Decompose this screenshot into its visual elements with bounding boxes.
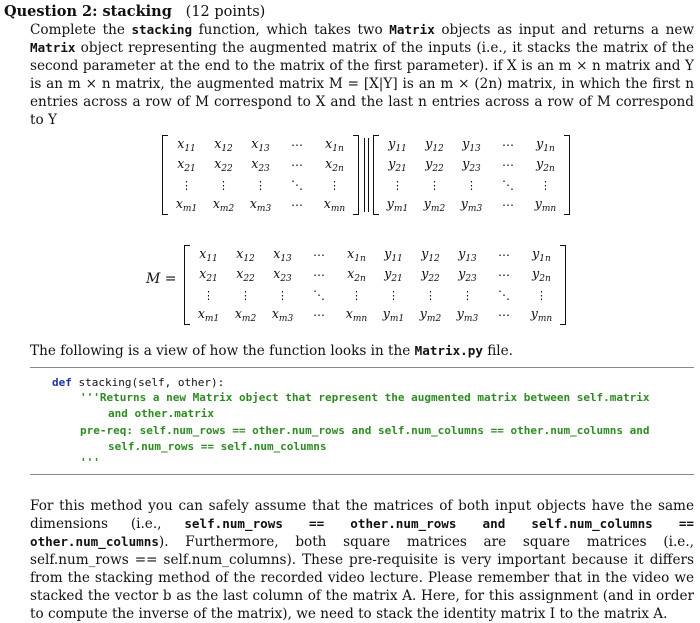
matrix-m-row bbox=[190, 285, 560, 305]
matrix-x-cell: $x_{2n}$ bbox=[325, 156, 344, 174]
intro-text-4: object representing the augmented matrix of the inputs (i.e., it stacks the matrix of the second parameter at the end to the matrix of the first parameter). if X is an m × n matrix and Y is an m × n matrix, the augmented matrix M = [X|Y] is an m × (2n) matrix, in which the first n entries across a row of M correspond to X and the last n entries across a row of M correspond to Y bbox=[30, 40, 694, 128]
view-file-name: Matrix.py bbox=[414, 343, 483, 358]
matrix-m-label: M = bbox=[146, 271, 177, 287]
matrix-x-cell: $x_{21}$ bbox=[177, 156, 196, 174]
matrix-m-cell: ⋱ bbox=[498, 288, 511, 302]
matrix-x-row bbox=[168, 155, 353, 175]
matrix-y-cell: $y_{m1}$ bbox=[386, 196, 409, 214]
matrix-m-cell: $y_{22}$ bbox=[421, 266, 440, 284]
matrix-x-cell: $x_{m1}$ bbox=[175, 196, 198, 214]
matrix-x-cell: ⋮ bbox=[329, 178, 340, 192]
matrix-x-row bbox=[168, 135, 353, 155]
matrix-y-row bbox=[379, 155, 564, 175]
matrix-m-cell: $x_{m1}$ bbox=[197, 306, 220, 324]
matrix-x-cell: $x_{22}$ bbox=[214, 156, 233, 174]
question-label: Question 2: stacking bbox=[4, 3, 172, 20]
matrix-y-cell: ⋮ bbox=[392, 178, 403, 192]
intro-fn-name: stacking bbox=[131, 22, 193, 37]
matrix-m-cell: $y_{2n}$ bbox=[532, 266, 551, 284]
matrix-y-row bbox=[379, 195, 564, 215]
matrix-m-row bbox=[190, 305, 560, 325]
matrix-m-cell: ⋮ bbox=[536, 288, 547, 302]
matrix-y-cell: ⋮ bbox=[466, 178, 477, 192]
code-line-5: self.num_rows == self.num_columns bbox=[108, 440, 327, 453]
matrix-x-cell: ⋯ bbox=[291, 158, 304, 172]
matrix-x-cell: $x_{mn}$ bbox=[323, 196, 346, 214]
matrix-m-cell: $x_{m2}$ bbox=[234, 306, 257, 324]
matrix-m-row bbox=[190, 245, 560, 265]
body-text-2: ). Furthermore, both square matrices are square matrices (i.e., self.num_rows == self.num_columns). These pre-requisite is very important because it differs from the stacking method of the recorded video lecture. Please remember that in the video we stacked the vector b as the last column of the matrix A. Here, for this assignment (and in order to compute the inverse of the matrix), we need to stack the identity matrix I to the matrix A. bbox=[30, 534, 694, 622]
intro-text-3: objects as input and returns a new bbox=[434, 22, 694, 38]
view-text-2: file. bbox=[482, 343, 514, 359]
matrix-m-cell: ⋮ bbox=[425, 288, 436, 302]
matrix-y-row bbox=[379, 135, 564, 155]
matrix-y-cell: $y_{22}$ bbox=[425, 156, 444, 174]
view-paragraph bbox=[30, 342, 694, 360]
matrix-y bbox=[379, 135, 564, 215]
code-block bbox=[30, 367, 694, 475]
matrix-m-cell: $x_{12}$ bbox=[236, 246, 255, 264]
matrix-m-cell: ⋯ bbox=[498, 308, 511, 322]
matrix-y-cell: $y_{13}$ bbox=[462, 136, 481, 154]
matrix-x-cell: $x_{11}$ bbox=[177, 136, 196, 154]
matrix-y-cell: $y_{11}$ bbox=[388, 136, 407, 154]
augment-bar-right bbox=[368, 138, 369, 212]
matrix-m bbox=[190, 245, 560, 325]
matrix-y-row bbox=[379, 175, 564, 195]
matrix-m-cell: $y_{23}$ bbox=[458, 266, 477, 284]
matrix-m-cell: $x_{22}$ bbox=[236, 266, 255, 284]
body-code-1: self.num_rows == other.num_rows and self.num_columns == other.num_columns bbox=[30, 516, 695, 549]
intro-class-name-2: Matrix bbox=[30, 40, 76, 55]
matrix-m-row bbox=[190, 265, 560, 285]
matrix-m-cell: ⋮ bbox=[462, 288, 473, 302]
matrix-x-row bbox=[168, 175, 353, 195]
code-line-3: and other.matrix bbox=[108, 407, 214, 420]
matrix-x-cell: $x_{m3}$ bbox=[249, 196, 272, 214]
matrix-y-cell: $y_{m3}$ bbox=[460, 196, 483, 214]
matrix-y-cell: $y_{m2}$ bbox=[423, 196, 446, 214]
matrix-m-cell: $x_{11}$ bbox=[199, 246, 218, 264]
matrix-x-cell: $x_{m2}$ bbox=[212, 196, 235, 214]
intro-class-name: Matrix bbox=[389, 22, 435, 37]
matrix-m-cell: $x_{21}$ bbox=[199, 266, 218, 284]
matrix-m-cell: $y_{21}$ bbox=[384, 266, 403, 284]
matrix-m-cell: $y_{mn}$ bbox=[530, 306, 553, 324]
code-line-2: '''Returns a new Matrix object that represent the augmented matrix between self.matrix bbox=[80, 391, 650, 404]
intro-text-2: function, which takes two bbox=[192, 22, 390, 38]
matrix-m-cell: $x_{13}$ bbox=[273, 246, 292, 264]
matrix-y-cell: $y_{mn}$ bbox=[534, 196, 557, 214]
matrix-m-cell: $y_{1n}$ bbox=[532, 246, 551, 264]
view-text-1: The following is a view of how the function looks in the bbox=[30, 343, 415, 359]
matrix-x-cell: $x_{1n}$ bbox=[325, 136, 344, 154]
matrix-m-cell: ⋮ bbox=[203, 288, 214, 302]
matrix-y-cell: ⋯ bbox=[502, 158, 515, 172]
matrix-x-cell: $x_{23}$ bbox=[251, 156, 270, 174]
matrix-m-cell: $x_{23}$ bbox=[273, 266, 292, 284]
matrix-y-cell: $y_{1n}$ bbox=[536, 136, 555, 154]
intro-paragraph bbox=[30, 21, 694, 129]
body-paragraph bbox=[30, 497, 694, 623]
matrix-m-cell: ⋯ bbox=[498, 268, 511, 282]
matrix-m-cell: $y_{m2}$ bbox=[419, 306, 442, 324]
matrix-x-cell: $x_{12}$ bbox=[214, 136, 233, 154]
body-text-1: For this method you can safely assume that the matrices of both input objects have the same dimensions (i.e., bbox=[30, 498, 694, 532]
matrix-y-cell: ⋯ bbox=[502, 138, 515, 152]
augment-bar-left bbox=[364, 138, 365, 212]
matrix-m-cell: ⋮ bbox=[351, 288, 362, 302]
code-line-6: ''' bbox=[80, 456, 100, 469]
matrix-x-cell: ⋯ bbox=[291, 198, 304, 212]
matrix-x-cell: ⋮ bbox=[255, 178, 266, 192]
matrix-m-cell: ⋮ bbox=[277, 288, 288, 302]
matrix-y-cell: $y_{12}$ bbox=[425, 136, 444, 154]
code-line-4: pre-req: self.num_rows == other.num_rows and self.num_columns == other.num_columns and bbox=[80, 424, 650, 437]
matrix-m-cell: $x_{1n}$ bbox=[347, 246, 366, 264]
matrix-y-cell: $y_{21}$ bbox=[388, 156, 407, 174]
matrix-m-cell: $x_{m3}$ bbox=[271, 306, 294, 324]
matrix-m-cell: $y_{12}$ bbox=[421, 246, 440, 264]
matrix-m-cell: ⋯ bbox=[313, 268, 326, 282]
matrix-m-cell: $x_{2n}$ bbox=[347, 266, 366, 284]
matrix-x-cell: ⋮ bbox=[181, 178, 192, 192]
matrix-m-cell: ⋮ bbox=[388, 288, 399, 302]
matrix-y-cell: ⋮ bbox=[429, 178, 440, 192]
matrix-x-cell: ⋯ bbox=[291, 138, 304, 152]
matrix-m-cell: ⋮ bbox=[240, 288, 251, 302]
matrix-m-cell: $y_{11}$ bbox=[384, 246, 403, 264]
matrix-m-cell: ⋱ bbox=[313, 288, 326, 302]
matrix-x-row bbox=[168, 195, 353, 215]
code-line-1: def stacking(self, other): bbox=[52, 376, 225, 389]
matrix-x bbox=[168, 135, 353, 215]
matrix-y-cell: ⋱ bbox=[502, 178, 515, 192]
matrix-y-cell: $y_{23}$ bbox=[462, 156, 481, 174]
matrix-y-cell: $y_{2n}$ bbox=[536, 156, 555, 174]
matrix-m-cell: $y_{m1}$ bbox=[382, 306, 405, 324]
matrix-m-cell: ⋯ bbox=[313, 308, 326, 322]
intro-text-1: Complete the bbox=[30, 22, 132, 38]
matrix-x-cell: ⋱ bbox=[291, 178, 304, 192]
matrix-m-cell: ⋯ bbox=[313, 248, 326, 262]
question-title bbox=[4, 3, 265, 20]
matrix-m-cell: $x_{mn}$ bbox=[345, 306, 368, 324]
matrix-m-cell: $y_{13}$ bbox=[458, 246, 477, 264]
matrix-x-cell: ⋮ bbox=[218, 178, 229, 192]
matrix-m-cell: ⋯ bbox=[498, 248, 511, 262]
matrix-x-cell: $x_{13}$ bbox=[251, 136, 270, 154]
matrix-y-cell: ⋮ bbox=[540, 178, 551, 192]
question-points: (12 points) bbox=[185, 4, 266, 20]
matrix-m-cell: $y_{m3}$ bbox=[456, 306, 479, 324]
matrix-y-cell: ⋯ bbox=[502, 198, 515, 212]
